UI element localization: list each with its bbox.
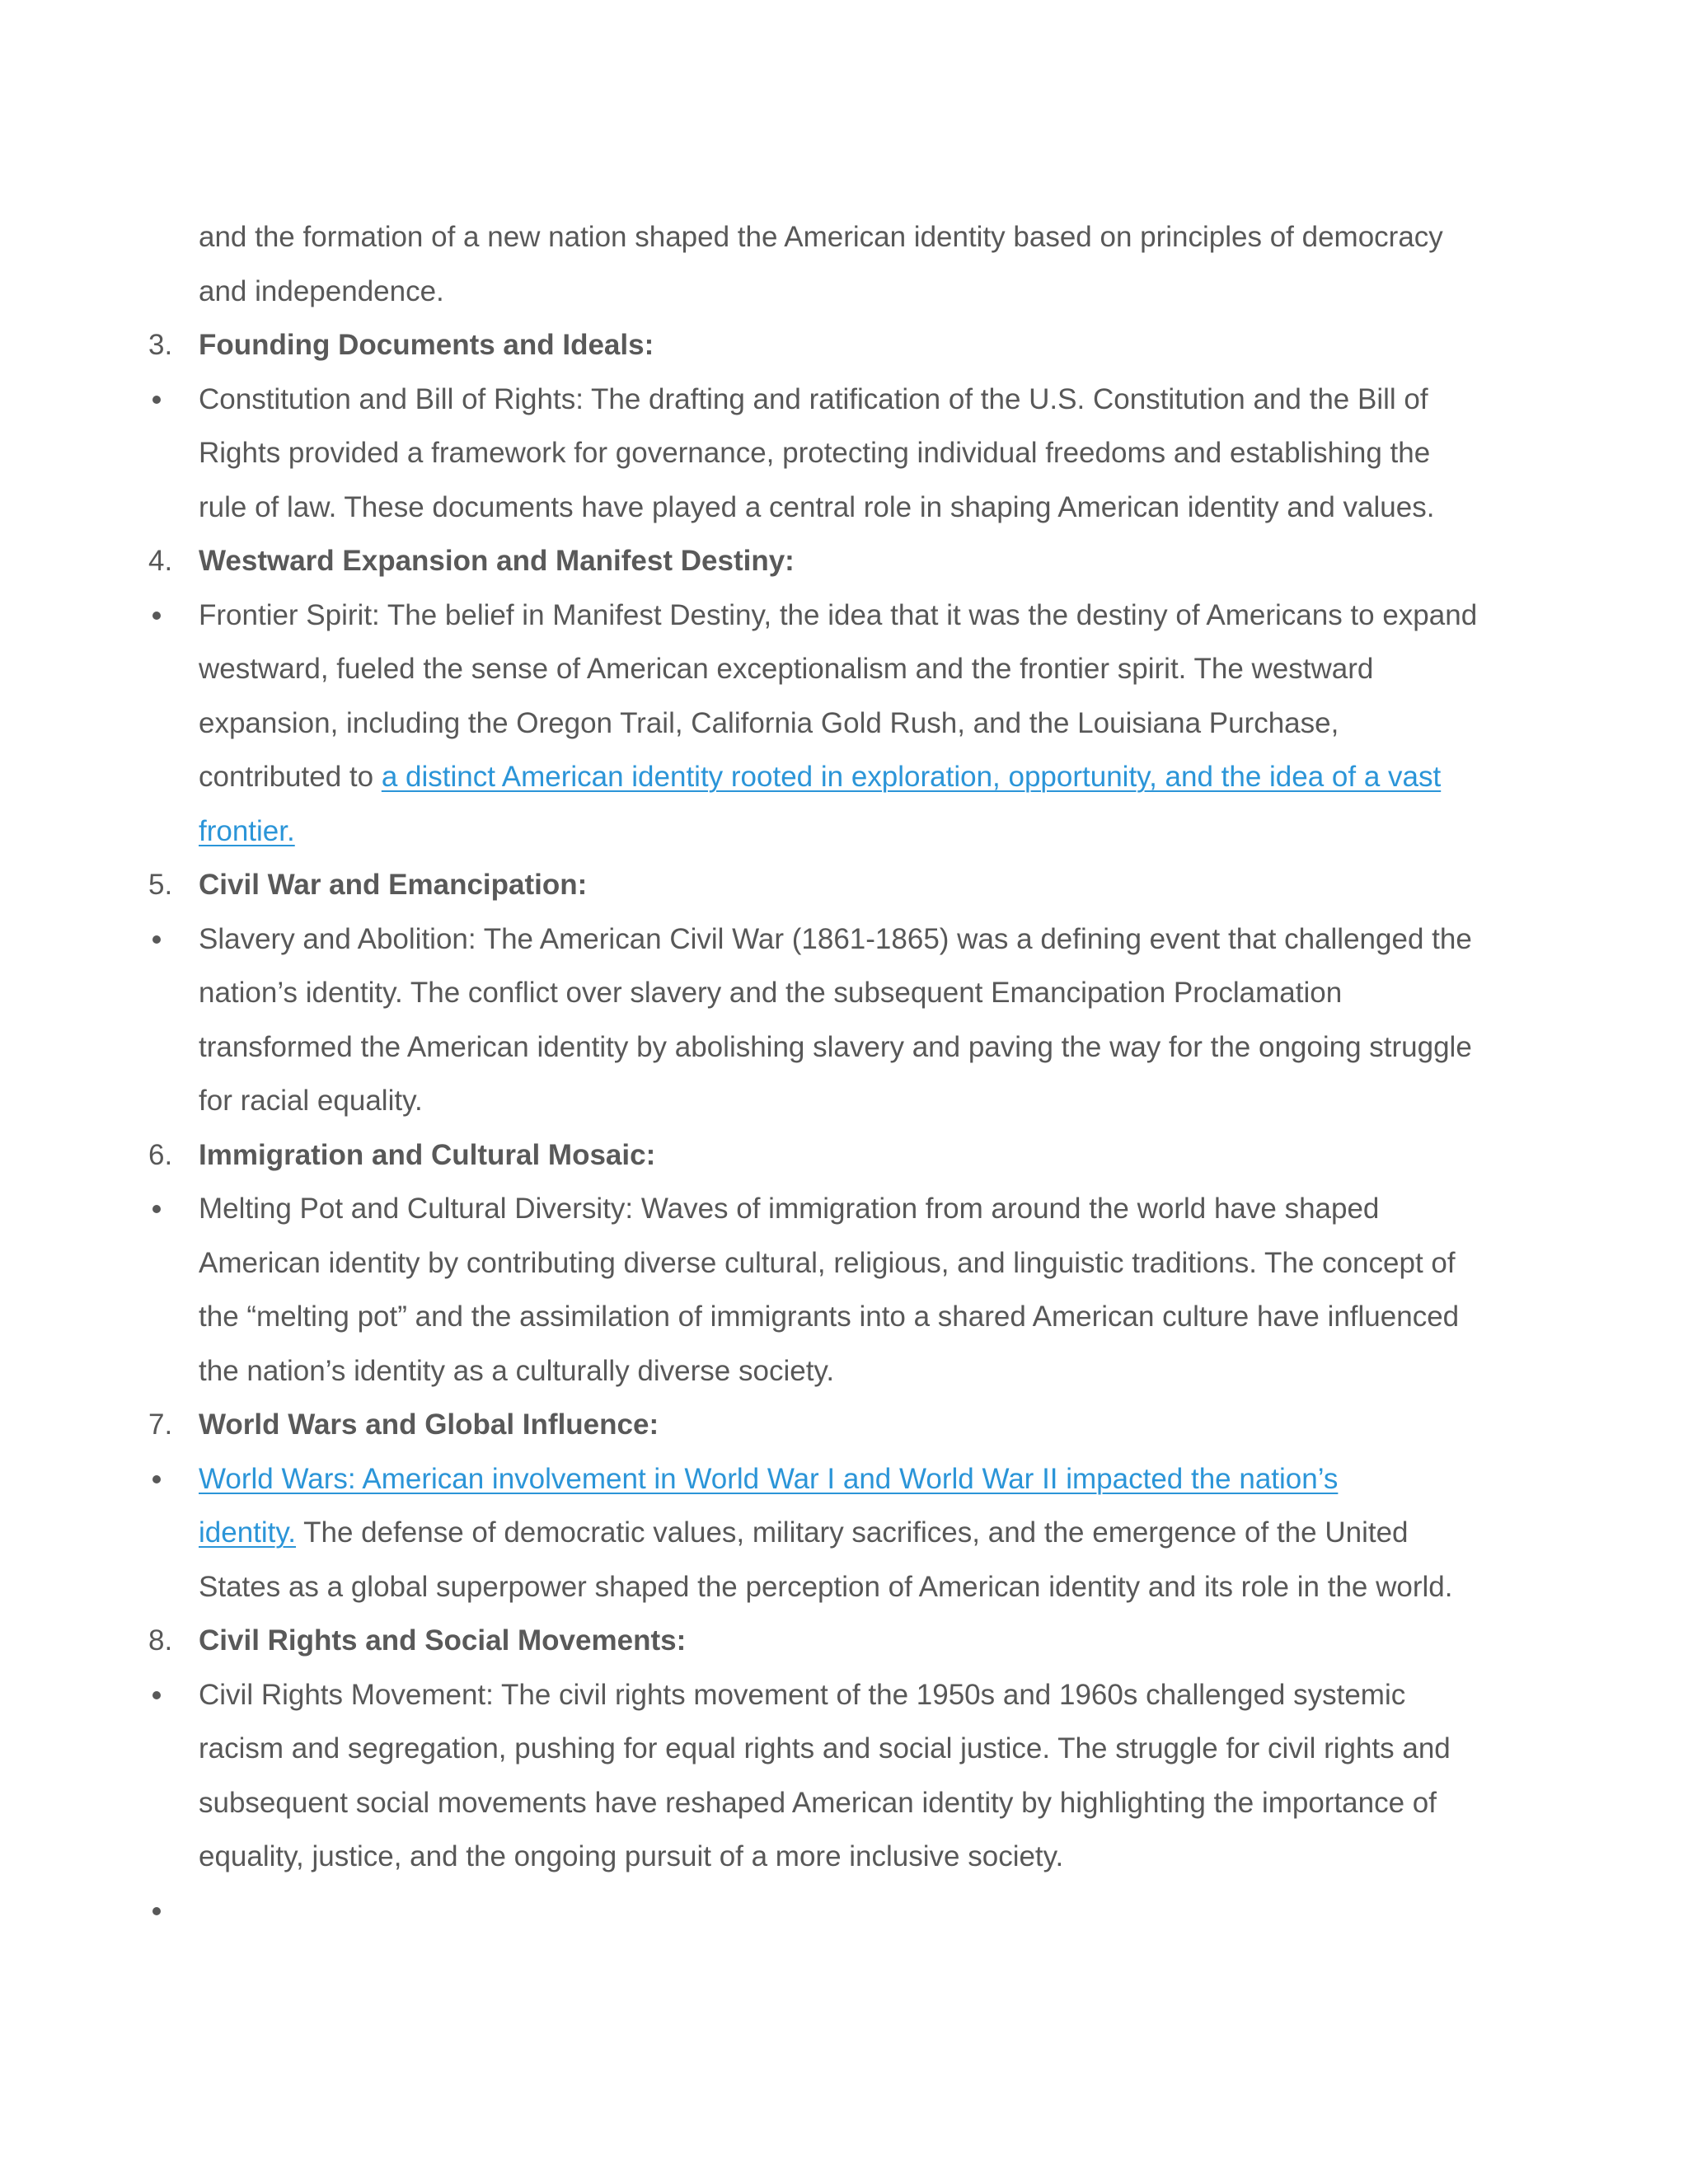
paragraph-text: nation’s identity. The conflict over slavery and the subsequent Emancipation Proclamation [199,977,1343,1009]
bullet-icon [152,1691,161,1699]
section-title: Immigration and Cultural Mosaic: [199,1138,656,1171]
paragraph-text: and independence. [199,274,444,307]
list-number: 7. [148,1408,173,1441]
paragraph-line [148,1344,1500,1399]
paragraph-line [148,1236,1500,1291]
paragraph-line [148,1074,1500,1128]
paragraph-text: The defense of democratic values, military sacrifices, and the emergence of the United [296,1516,1409,1549]
paragraph-text: expansion, including the Oregon Trail, California Gold Rush, and the Louisiana Purchase, [199,706,1339,739]
list-number: 3. [148,329,173,361]
bullet-icon [152,612,161,620]
bullet-item [148,912,1500,967]
paragraph-line [148,210,1500,265]
paragraph-line [148,1776,1500,1830]
section-heading-3 [148,318,1500,373]
section-title: World Wars and Global Influence: [199,1408,659,1441]
paragraph-text: Slavery and Abolition: The American Civil War (1861-1865) was a defining event that challenged the [199,922,1472,955]
frontier-identity-link[interactable]: a distinct American identity rooted in exploration, opportunity, and the idea of a vast [381,761,1442,793]
bullet-item [148,588,1500,643]
section-title: Civil Rights and Social Movements: [199,1624,687,1657]
section-heading-5 [148,858,1500,912]
bullet-item [148,1182,1500,1236]
empty-bullet-item [148,1884,1500,1938]
list-number: 5. [148,869,173,901]
paragraph-text: the nation’s identity as a culturally diverse society. [199,1354,835,1387]
paragraph-text: Civil Rights Movement: The civil rights movement of the 1950s and 1960s challenged systemic [199,1678,1406,1711]
paragraph-text: the “melting pot” and the assimilation of immigrants into a shared American culture have influenced [199,1301,1460,1333]
world-wars-link-cont[interactable]: identity. [199,1516,297,1549]
bullet-icon [152,396,161,404]
section-heading-7 [148,1398,1500,1452]
document-body [148,210,1500,1938]
paragraph-text: equality, justice, and the ongoing pursuit of a more inclusive society. [199,1840,1064,1872]
paragraph-text: Melting Pot and Cultural Diversity: Waves of immigration from around the world have shaped [199,1193,1380,1225]
section-heading-4 [148,534,1500,588]
paragraph-text: racism and segregation, pushing for equal rights and social justice. The struggle for civil rights and [199,1732,1451,1765]
paragraph-line [148,750,1500,804]
paragraph-text: Frontier Spirit: The belief in Manifest Destiny, the idea that it was the destiny of Americans to expand [199,598,1478,631]
bullet-item [148,1452,1500,1507]
paragraph-line [148,642,1500,696]
bullet-icon [152,1907,161,1915]
paragraph-text: Rights provided a framework for governance, protecting individual freedoms and establishing the [199,437,1431,469]
section-title: Westward Expansion and Manifest Destiny: [199,545,795,577]
paragraph-text: subsequent social movements have reshaped American identity by highlighting the importance of [199,1786,1437,1819]
world-wars-link[interactable]: World Wars: American involvement in World War I and World War II impacted the nation’s [199,1462,1339,1495]
paragraph-text: rule of law. These documents have played a central role in shaping American identity and values. [199,490,1435,523]
paragraph-line [148,1506,1500,1560]
paragraph-text: contributed to [199,761,382,793]
list-number: 6. [148,1138,173,1171]
paragraph-line [148,1290,1500,1344]
paragraph-text: and the formation of a new nation shaped the American identity based on principles of democracy [199,221,1443,253]
paragraph-text: westward, fueled the sense of American exceptionalism and the frontier spirit. The westward [199,653,1374,685]
bullet-item [148,1668,1500,1722]
paragraph-line [148,1560,1500,1615]
paragraph-line [148,804,1500,859]
bullet-icon [152,1475,161,1483]
paragraph-line [148,426,1500,480]
bullet-icon [152,1205,161,1213]
bullet-item [148,373,1500,427]
bullet-icon [152,935,161,944]
paragraph-line [148,1830,1500,1884]
paragraph-text: States as a global superpower shaped the perception of American identity and its role in the world. [199,1570,1453,1603]
paragraph-line [148,1020,1500,1075]
frontier-identity-link-cont[interactable]: frontier. [199,814,295,847]
paragraph-text: American identity by contributing diverse cultural, religious, and linguistic traditions. The concept of [199,1246,1456,1279]
paragraph-text: transformed the American identity by abolishing slavery and paving the way for the ongoing struggle [199,1030,1472,1063]
paragraph-line [148,480,1500,535]
paragraph-line [148,966,1500,1020]
paragraph-text: for racial equality. [199,1085,423,1117]
paragraph-text: Constitution and Bill of Rights: The drafting and ratification of the U.S. Constitution and the Bill of [199,382,1428,415]
list-number: 4. [148,545,173,577]
section-title: Founding Documents and Ideals: [199,329,654,361]
section-heading-6 [148,1128,1500,1183]
paragraph-line [148,1722,1500,1776]
paragraph-line [148,696,1500,751]
section-title: Civil War and Emancipation: [199,869,588,901]
section-heading-8 [148,1614,1500,1668]
list-number: 8. [148,1624,173,1657]
paragraph-line [148,265,1500,319]
